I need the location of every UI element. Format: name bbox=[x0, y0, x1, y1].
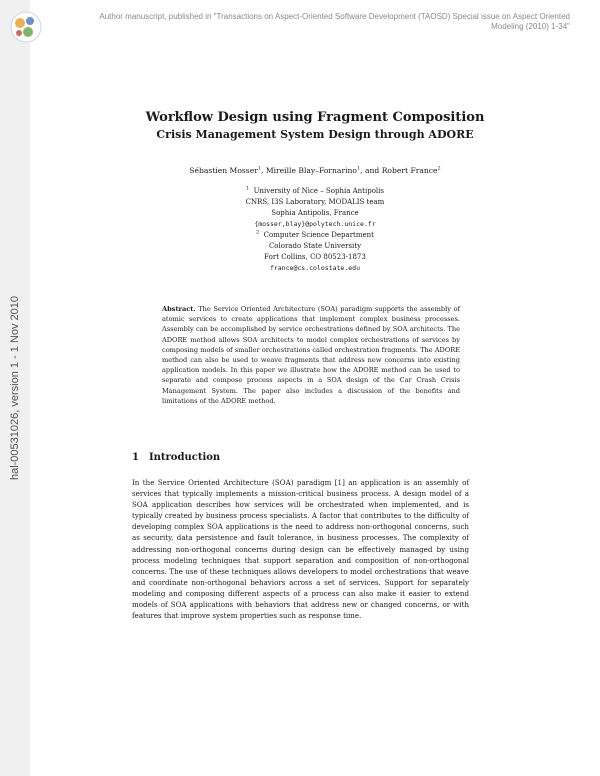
author-affil-mark: 1 bbox=[356, 165, 361, 172]
author-name: Sébastien Mosser bbox=[189, 166, 258, 175]
abstract-text: The Service Oriented Architecture (SOA) paradigm supports the assembly of atomic services to create applications that implement complex business processes. Assembly can be accomplished by service orchestrations defined by SOA architects. The ADORE method allows SOA architects to model complex orchestrations of services by composing models of smaller orchestrations called orchestration fragments. The ADORE method can also be used to weave fragments that address new concerns into existing application models. In this paper we illustrate how the ADORE method can be used to separate and compose process aspects in a SOA design of the Car Crash Crisis Management System. The paper also includes a discussion of the benefits and limitations of the ADORE method. bbox=[162, 305, 460, 405]
affiliation-line: Fort Collins, CO 80523-1873 bbox=[264, 253, 366, 261]
affiliation-line: $^2$ Computer Science Department bbox=[256, 229, 374, 239]
author-affil-mark: 1 bbox=[257, 165, 262, 172]
affiliations bbox=[30, 186, 600, 274]
affiliation-mark: 2 bbox=[256, 229, 260, 236]
author-separator: , and bbox=[360, 166, 382, 175]
affiliation-email: france@cs.colostate.edu bbox=[269, 264, 360, 272]
section-title: Introduction bbox=[148, 452, 221, 463]
affiliation-line: Sophia Antipolis, France bbox=[271, 209, 359, 217]
affiliation-mark: 1 bbox=[246, 185, 250, 192]
author-name: Mireille Blay–Fornarino bbox=[265, 166, 357, 175]
paper-subtitle: Crisis Management System Design through ADORE bbox=[156, 128, 474, 141]
affiliation-line: $^1$ University of Nice – Sophia Antipolis bbox=[246, 185, 384, 195]
author-affil-mark: 2 bbox=[437, 165, 441, 172]
paper-title: Workflow Design using Fragment Composition bbox=[145, 110, 485, 125]
hal-logo-icon bbox=[8, 9, 44, 45]
publication-note-line1: Author manuscript, published in "Transactions on Aspect-Oriented Software Development (TAOSD) Special issue on Aspect Oriented bbox=[99, 12, 570, 21]
author-separator: , bbox=[261, 166, 266, 175]
hal-sidebar bbox=[0, 0, 30, 776]
author-name: Robert France bbox=[381, 166, 438, 175]
affiliation-line: Colorado State University bbox=[268, 242, 362, 250]
abstract-label: Abstract. bbox=[162, 305, 196, 313]
affiliation-email: {mosser,blay}@polytech.unice.fr bbox=[254, 220, 376, 228]
publication-note-line2: Modeling (2010) 1-34" bbox=[491, 22, 570, 31]
publication-note bbox=[62, 12, 570, 32]
section-heading bbox=[132, 452, 220, 463]
intro-paragraph: In the Service Oriented Architecture (SOA) paradigm [1] an application is an assembly of services that typically implements a mission-critical business process. A design model of a SOA application describes how services will be orchestrated when implemented, and is typically created by business process specialists. A factor that contributes to the difficulty of developing complex SOA applications is the need to address non-orthogonal concerns, such as security, data persistence and fault tolerance, in business processes. The complexity of addressing non-orthogonal concerns during design can be effectively managed by using process modeling techniques that support separation and composition of non-orthogonal concerns. The use of these techniques allows developers to model orchestrations that weave and coordinate non-orthogonal behaviors across a set of services. Support for separately modeling and composing different aspects of a process can also make it easier to extend models of SOA applications with behaviors that address new or changed concerns, or with features that improve system properties such as response time. bbox=[132, 478, 469, 621]
affiliation-line: CNRS, I3S Laboratory, MODALIS team bbox=[245, 198, 385, 206]
hal-identifier: hal-00531026, version 1 - 1 Nov 2010 bbox=[9, 295, 21, 481]
author-list bbox=[30, 166, 600, 175]
abstract bbox=[162, 304, 460, 406]
section-number: 1 bbox=[132, 452, 139, 463]
